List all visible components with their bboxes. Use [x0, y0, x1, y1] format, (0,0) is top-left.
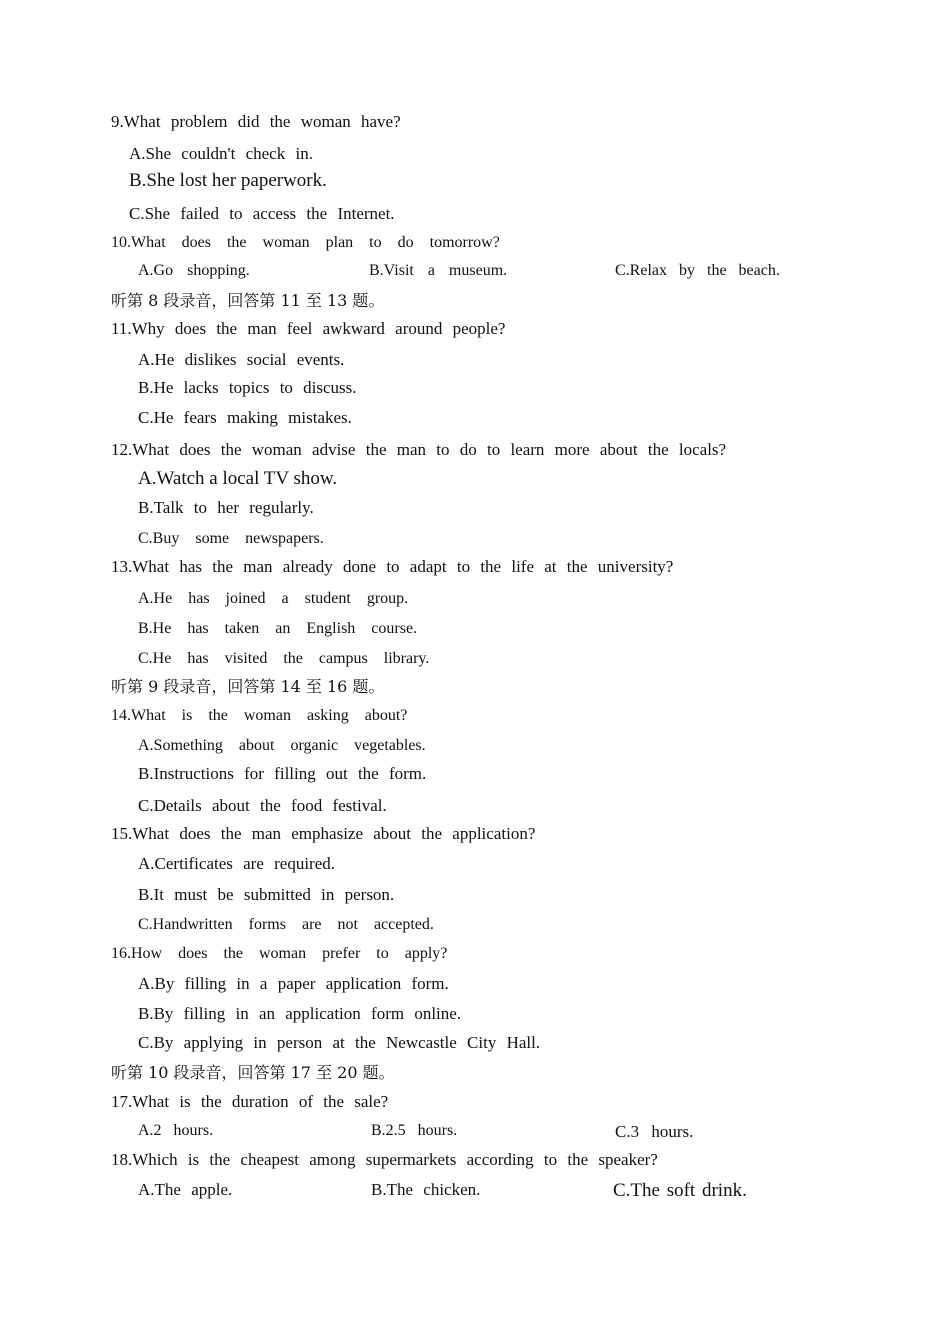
question-12-option-a[interactable]: A.Watch a local TV show.	[138, 468, 338, 489]
question-12-stem: 12.What does the woman advise the man to do to learn more about the locals?	[111, 440, 727, 459]
question-11-option-b[interactable]: B.He lacks topics to discuss.	[138, 378, 357, 397]
question-12-option-b[interactable]: B.Talk to her regularly.	[138, 498, 314, 517]
question-10-stem: 10.What does the woman plan to do tomorrow?	[111, 234, 500, 251]
question-10-option-c[interactable]: C.Relax by the beach.	[615, 262, 780, 279]
question-16-option-c[interactable]: C.By applying in person at the Newcastle City Hall.	[138, 1033, 541, 1052]
section-8-heading: 听第 8 段录音，回答第 11 至 13 题。	[111, 291, 385, 310]
question-11-option-a[interactable]: A.He dislikes social events.	[138, 350, 345, 369]
question-11-option-c[interactable]: C.He fears making mistakes.	[138, 408, 352, 427]
question-18-stem: 18.Which is the cheapest among supermarkets according to the speaker?	[111, 1150, 658, 1169]
question-15-option-b[interactable]: B.It must be submitted in person.	[138, 885, 395, 904]
question-17-option-b[interactable]: B.2.5 hours.	[371, 1122, 458, 1139]
question-10-options	[0, 262, 950, 284]
question-17-options	[0, 1122, 950, 1144]
question-9-option-c[interactable]: C.She failed to access the Internet.	[129, 204, 395, 223]
question-18-option-c[interactable]: C.The soft drink.	[613, 1180, 747, 1201]
question-10-option-a[interactable]: A.Go shopping.	[138, 262, 250, 279]
question-18-option-a[interactable]: A.The apple.	[138, 1180, 233, 1199]
question-16-option-b[interactable]: B.By filling in an application form online.	[138, 1004, 462, 1023]
question-14-option-c[interactable]: C.Details about the food festival.	[138, 796, 387, 815]
question-12-option-c[interactable]: C.Buy some newspapers.	[138, 530, 324, 547]
question-16-stem: 16.How does the woman prefer to apply?	[111, 945, 448, 962]
question-18-options	[0, 1180, 950, 1202]
question-16-option-a[interactable]: A.By filling in a paper application form.	[138, 974, 449, 993]
section-10-heading: 听第 10 段录音，回答第 17 至 20 题。	[111, 1063, 395, 1082]
question-15-stem: 15.What does the man emphasize about the application?	[111, 824, 536, 843]
question-10-option-b[interactable]: B.Visit a museum.	[369, 262, 508, 279]
question-13-option-c[interactable]: C.He has visited the campus library.	[138, 650, 430, 667]
question-15-option-a[interactable]: A.Certificates are required.	[138, 854, 336, 873]
question-13-option-b[interactable]: B.He has taken an English course.	[138, 620, 418, 637]
question-13-stem: 13.What has the man already done to adapt to the life at the university?	[111, 557, 674, 576]
question-11-stem: 11.Why does the man feel awkward around people?	[111, 319, 506, 338]
question-14-stem: 14.What is the woman asking about?	[111, 707, 408, 724]
question-13-option-a[interactable]: A.He has joined a student group.	[138, 590, 409, 607]
question-15-option-c[interactable]: C.Handwritten forms are not accepted.	[138, 916, 434, 933]
question-9-option-b[interactable]: B.She lost her paperwork.	[129, 170, 327, 191]
section-9-heading: 听第 9 段录音，回答第 14 至 16 题。	[111, 677, 385, 696]
question-14-option-b[interactable]: B.Instructions for filling out the form.	[138, 764, 427, 783]
question-17-stem: 17.What is the duration of the sale?	[111, 1092, 389, 1111]
question-9-stem: 9.What problem did the woman have?	[111, 112, 401, 131]
question-14-option-a[interactable]: A.Something about organic vegetables.	[138, 737, 426, 754]
question-18-option-b[interactable]: B.The chicken.	[371, 1180, 481, 1199]
question-17-option-c[interactable]: C.3 hours.	[615, 1122, 694, 1141]
question-9-option-a[interactable]: A.She couldn't check in.	[129, 144, 313, 163]
question-17-option-a[interactable]: A.2 hours.	[138, 1122, 214, 1139]
